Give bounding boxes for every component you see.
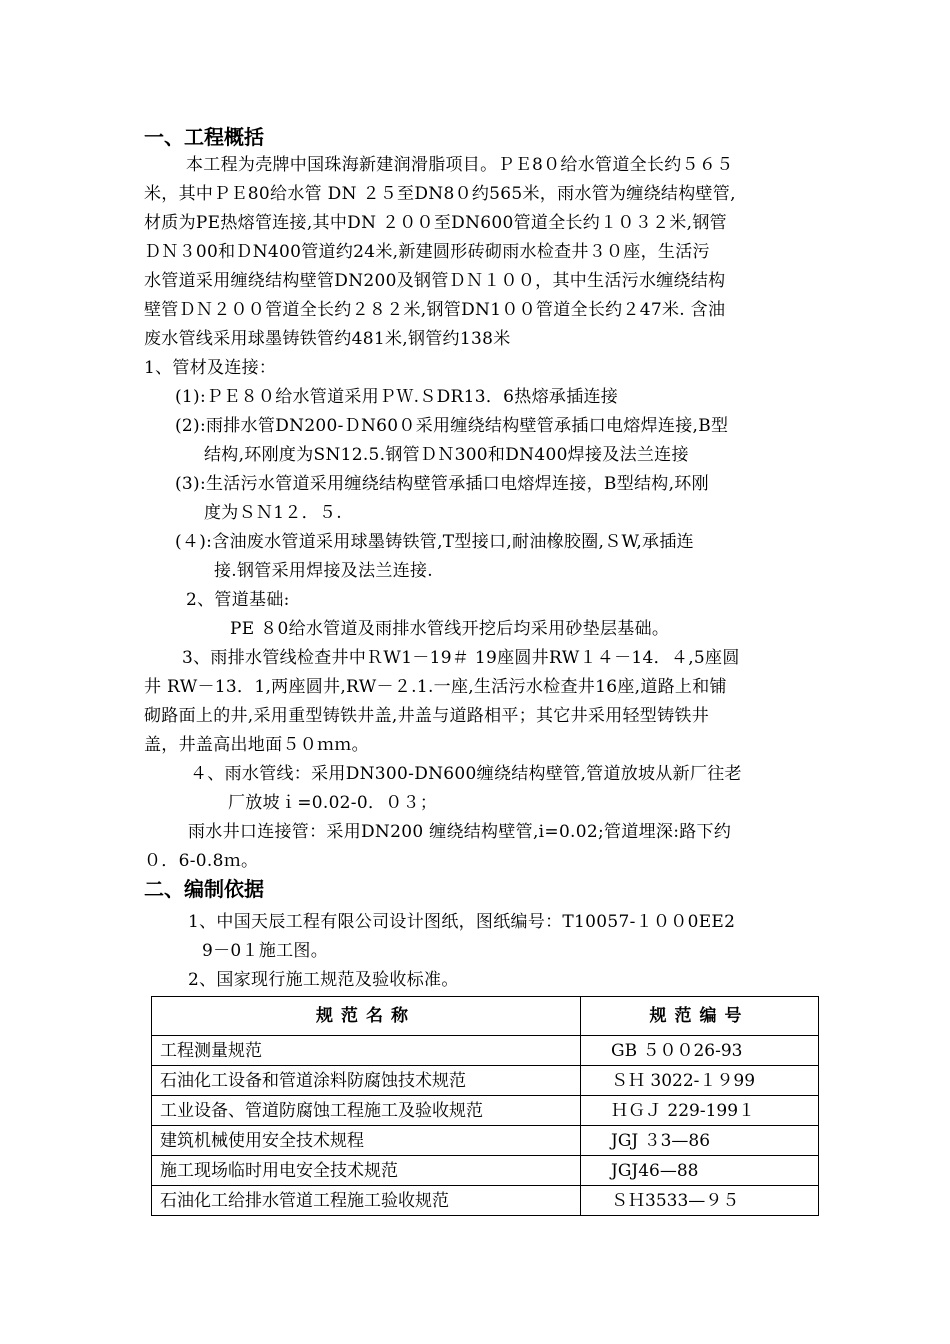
item4-cont: 厂放坡ｉ=0.02-0．０３；	[228, 793, 438, 813]
item4-line: ４、雨水管线：采用DN300-DN600缠绕结构壁管,管道放坡从新厂往老	[190, 764, 742, 784]
standard-code: ＳＨ 3022-１９99	[581, 1066, 819, 1096]
intro-line: 米，其中ＰＥ80给水管 DN ２５至DN8０约565米，雨水管为缠绕结构壁管,	[144, 184, 736, 204]
basis1-line: 1、中国天辰工程有限公司设计图纸，图纸编号：T10057-１００0EE2	[188, 912, 736, 932]
standard-code: ＳＨ3533—９５	[581, 1186, 819, 1216]
item3-line: 3、雨排水管线检查井中ＲW1－19＃ 19座圆井RW１４－14．４,5座圆	[182, 648, 740, 668]
intro-line: 水管道采用缠绕结构壁管DN200及钢管ＤＮ１００，其中生活污水缠绕结构	[144, 271, 726, 291]
item3-line: 盖，井盖高出地面５０ｍｍ。	[144, 735, 369, 755]
standard-code: JGJ ３3—86	[581, 1126, 819, 1156]
table-row	[152, 1186, 819, 1216]
section2-heading: 二、编制依据	[144, 877, 264, 901]
item1-sub2: (2):雨排水管DN200-ＤN60０采用缠绕结构壁管承插口电熔焊连接,B型	[175, 416, 729, 436]
basis1-cont: 9－0１施工图。	[202, 941, 329, 961]
intro-line: 壁管ＤＮ２００管道全长约２８２米,钢管DN1００管道全长约２47米. 含油	[144, 300, 726, 320]
standard-code: ＨＧＪ 229-199１	[581, 1096, 819, 1126]
header-code: 规范编号	[581, 997, 819, 1036]
table-row	[152, 1156, 819, 1186]
standard-code: GB ５００26-93	[581, 1036, 819, 1066]
standard-name: 建筑机械使用安全技术规程	[152, 1126, 581, 1156]
item1-sub3-cont: 度为ＳＮ1２．５.	[204, 503, 342, 523]
table-row	[152, 1066, 819, 1096]
item1-sub1: (1):ＰＥ８０给水管道采用ＰＷ.ＳDR13．6热熔承插连接	[175, 387, 619, 407]
standard-name: 工业设备、管道防腐蚀工程施工及验收规范	[152, 1096, 581, 1126]
item3-line: 井 RW－13．1,两座圆井,RW－２.1.一座,生活污水检查井16座,道路上和铺	[144, 677, 727, 697]
standard-code: JGJ46—88	[581, 1156, 819, 1186]
section1-heading: 一、工程概括	[144, 125, 264, 149]
basis2-line: 2、国家现行施工规范及验收标准。	[188, 970, 459, 990]
item1-sub4-cont: 接.钢管采用焊接及法兰连接.	[214, 561, 434, 581]
item2-text: PE ８0给水管道及雨排水管线开挖后均采用砂垫层基础。	[230, 619, 670, 639]
item2-title: 2、管道基础:	[186, 590, 290, 610]
intro-line: ＤＮ３00和ＤN400管道约24米,新建圆形砖砌雨水检查井３０座，生活污	[144, 242, 710, 262]
table-row	[152, 1036, 819, 1066]
standard-name: 工程测量规范	[152, 1036, 581, 1066]
intro-line: 废水管线采用球墨铸铁管约481米,钢管约138米	[144, 329, 511, 349]
standards-table	[151, 996, 819, 1216]
item1-sub3: (3):生活污水管道采用缠绕结构壁管承插口电熔焊连接，B型结构,环刚	[175, 474, 709, 494]
item1-sub4: (４):含油废水管道采用球墨铸铁管,T型接口,耐油橡胶圈,ＳW,承插连	[175, 532, 694, 552]
item1-title: 1、管材及连接：	[144, 358, 277, 378]
inlet-line: 雨水井口连接管：采用DN200 缠绕结构壁管,i=0.02;管道埋深:路下约	[188, 822, 732, 842]
standard-name: 石油化工设备和管道涂料防腐蚀技术规范	[152, 1066, 581, 1096]
item3-line: 砌路面上的井,采用重型铸铁井盖,井盖与道路相平；其它井采用轻型铸铁井	[144, 706, 710, 726]
standard-name: 施工现场临时用电安全技术规范	[152, 1156, 581, 1186]
inlet-cont: ０．6-0.8ｍ。	[144, 851, 259, 871]
intro-line: 本工程为壳牌中国珠海新建润滑脂项目。ＰＥ8０给水管道全长约５６５	[186, 155, 734, 175]
table-header-row	[152, 997, 819, 1036]
table-row	[152, 1126, 819, 1156]
table-row	[152, 1096, 819, 1126]
item1-sub2-cont: 结构,环刚度为SN12.5.钢管ＤＮ300和DN400焊接及法兰连接	[204, 445, 689, 465]
header-name: 规范名称	[152, 997, 581, 1036]
standard-name: 石油化工给排水管道工程施工验收规范	[152, 1186, 581, 1216]
intro-line: 材质为PE热熔管连接,其中DN ２００至DN600管道全长约１０３２米,钢管	[144, 213, 727, 233]
